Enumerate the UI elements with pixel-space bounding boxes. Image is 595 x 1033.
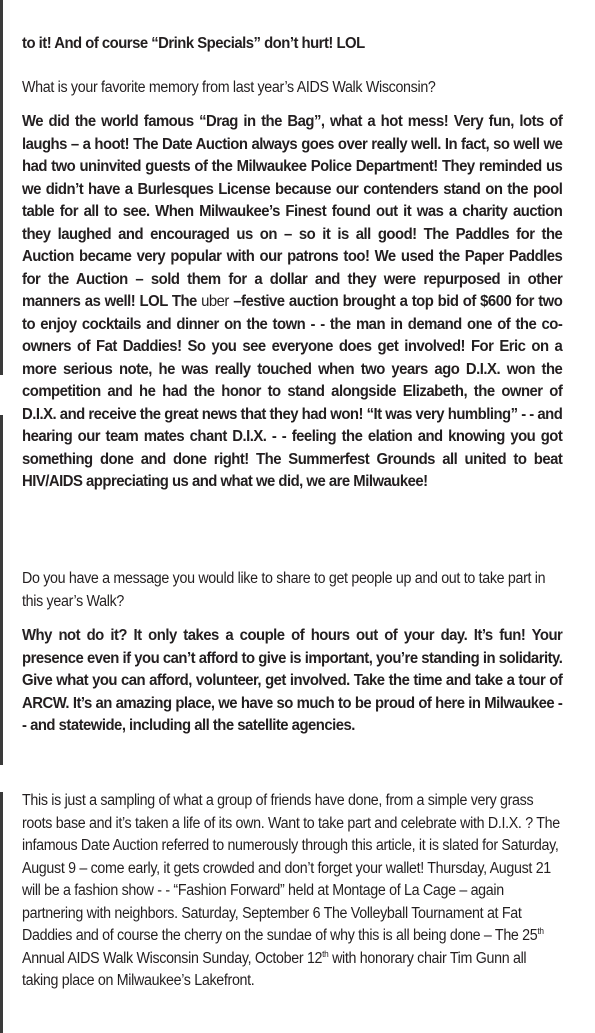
answer-text: We did the world famous “Drag in the Bag”, what a hot mess! Very fun, lots of laughs – a hoot! The Date Auction always goes over really well. In fact, so well we had two uninvited guests of the Milwaukee Police Department! They reminded us we didn’t have a Burlesques License because our contenders stand on the pool table for all to see. When Milwaukee’s Finest found out it was a charity auction they laughed and encouraged us on – so it is all good! The Paddles for the Auction became very popular with our patrons too! We used the Paper Paddles for the Auction – sold them for a dollar and they were repurposed in other manners as well! LOL The (22, 113, 563, 310)
closing-text: Annual AIDS Walk Wisconsin Sunday, October 12 (22, 949, 323, 967)
closing-paragraph (22, 790, 562, 993)
ordinal-suffix: th (537, 926, 544, 936)
column-rule-top (0, 0, 3, 375)
answer-continuation: to it! And of course “Drink Specials” don’t hurt! LOL (22, 35, 365, 52)
question-favorite-memory: What is your favorite memory from last year’s AIDS Walk Wisconsin? (22, 79, 436, 96)
answer-text: –festive auction brought a top bid of $600 for two to enjoy cocktails and dinner on the town - - the man in demand one of the co-owners of Fat Daddies! So you see everyone does get involved! For Eric on a more serious note, he was really touched when two years ago D.I.X. won the competition and he had the honor to stand alongside Elizabeth, the owner of D.I.X. and receive the great news that they had won! “It was very humbling” - - and hearing our team mates chant D.I.X. - - feeling the elation and knowing you got something done and done right! The Summerfest Grounds all united to beat HIV/AIDS appreciating us and what we did, we are Milwaukee! (22, 293, 563, 490)
answer-favorite-memory (22, 111, 562, 494)
question-message: Do you have a message you would like to share to get people up and out to take part in this year’s Walk? (22, 570, 546, 610)
column-rule-bottom (0, 792, 3, 1033)
answer-message: Why not do it? It only takes a couple of hours out of your day. It’s fun! Your presence even if you can’t afford to give is important, you’re standing in solidarity. Give what you can afford, volunteer, get involved. Take the time and take a tour of ARCW. It’s an amazing place, we have so much to be proud of here in Milwaukee - - and statewide, including all the satellite agencies. (22, 627, 563, 734)
ordinal-suffix: th (322, 948, 329, 959)
closing-text: with honorary chair Tim Gunn all taking place on Milwaukee’s Lakefront. (22, 949, 527, 989)
column-rule-middle (0, 415, 3, 765)
closing-text: This is just a sampling of what a group of friends have done, from a simple very grass roots base and it’s taken a life of its own. Want to take part and celebrate with D.I.X. ? The infamous Date Auction referred to numerously through this article, it is slated for Saturday, August 9 – come early, it gets crowded and don’t forget your wallet! Thursday, August 21 will be a fashion show - - “Fashion Forward” held at Montage of La Cage – again partnering with neighbors. Saturday, September 6 The Volleyball Tournament at Fat Daddies and of course the cherry on the sundae of why this is all being done – The 25 (22, 792, 560, 944)
answer-text-plain: uber (201, 293, 229, 310)
